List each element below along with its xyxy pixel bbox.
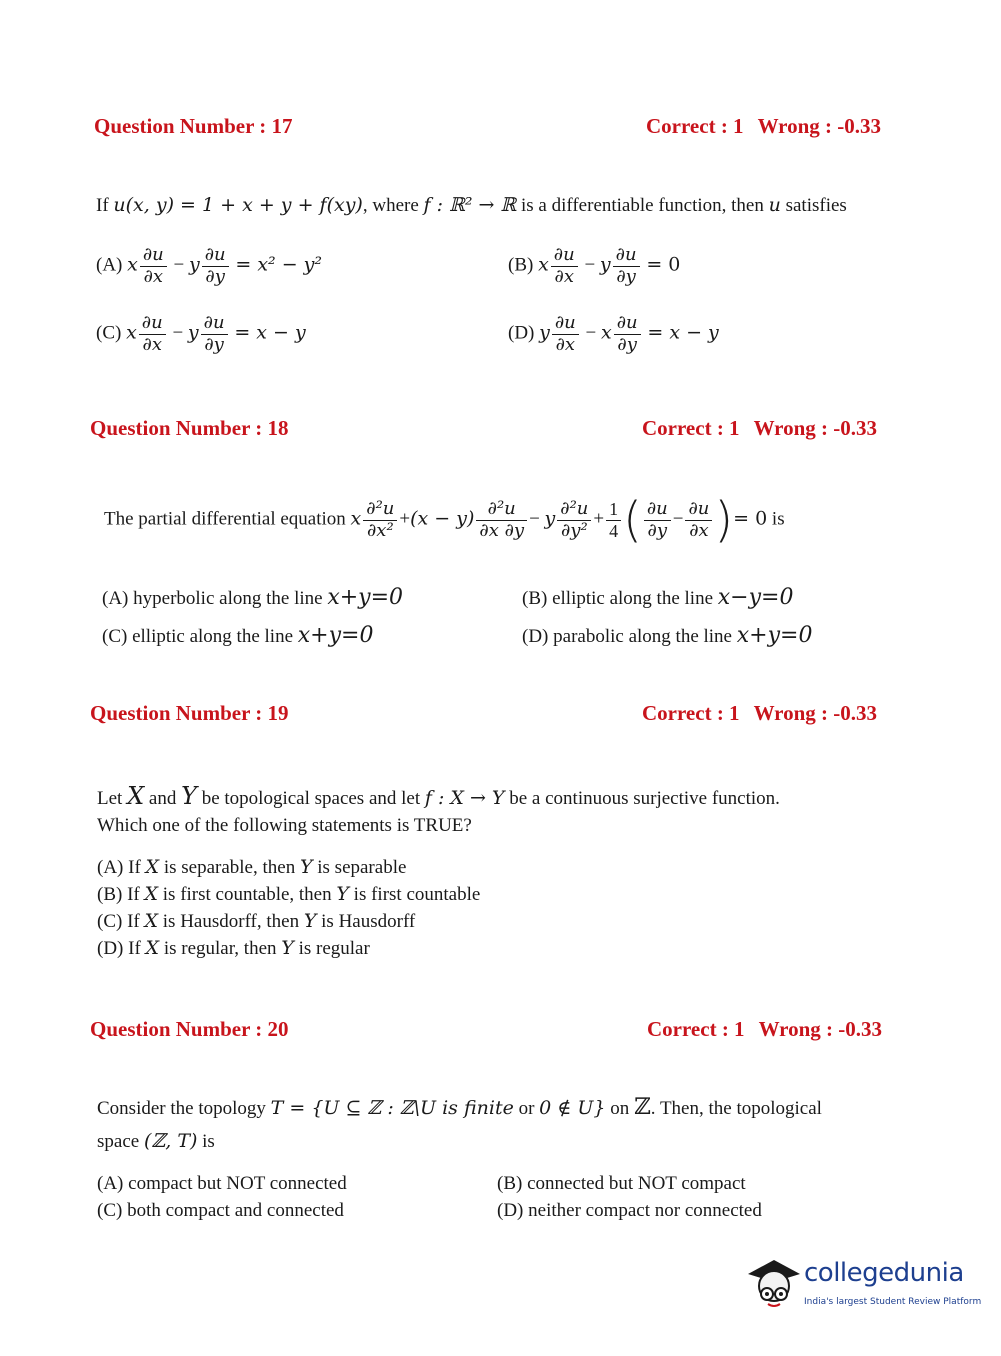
option-c[interactable]: (C) If X is Hausdorff, then Y is Hausdorff [97,910,416,932]
question-18-stem: The partial differential equation x $\frac{\text{∂²u}}{\text{∂x²}}$ +(x − y) $\frac{\text{∂²u}}{\partial x \partial y}$ − y $\frac{\text{∂²u}}{\text{∂y²}}$ + $\frac{1}{4}$ ( $\frac{\partial u}{\partial y}$ − $\frac{\partial u}{\partial x}$ )= 0 is [104,492,785,548]
logo-tagline: India's largest Student Review Platform [804,1297,982,1307]
correct-marks: Correct : 1 [647,1017,745,1041]
marking-scheme [646,114,881,139]
wrong-marks: Wrong : -0.33 [753,701,878,725]
option-d[interactable]: (D) neither compact nor connected [497,1200,762,1221]
option-b[interactable]: (B) If X is first countable, then Y is first countable [97,883,481,905]
option-c[interactable]: (C) x $\frac{\partial u}{\partial x}$ − y $\frac{\partial u}{\partial y}$ = x − y [96,312,306,355]
option-b[interactable]: (B) elliptic along the line x−y=0 [522,585,794,610]
marking-scheme [647,1017,882,1042]
question-number: Question Number : 17 [94,114,293,138]
logo-wordmark: collegedunia [804,1258,964,1288]
option-d[interactable]: (D) parabolic along the line x+y=0 [522,623,813,648]
option-d[interactable]: (D) If X is regular, then Y is regular [97,937,370,959]
marking-scheme [642,416,877,441]
correct-marks: Correct : 1 [642,416,740,440]
question-19-header [0,701,1001,731]
question-17-header [0,114,1001,144]
question-number: Question Number : 20 [90,1017,289,1041]
option-c[interactable]: (C) both compact and connected [97,1200,344,1221]
question-18-header [0,416,1001,446]
question-17-stem: If u(x, y) = 1 + x + y + f(xy), where f : ℝ² → ℝ is a differentiable function, then u satisfies [96,194,847,216]
option-d[interactable]: (D) y $\frac{\partial u}{\partial x}$ − x $\frac{\partial u}{\partial y}$ = x − y [508,312,719,355]
question-20-stem-line2: space (ℤ, T) is [97,1130,215,1152]
option-a[interactable]: (A) x $\frac{\partial u}{\partial x}$ − y $\frac{\partial u}{\partial y}$ = x² − y² [96,244,323,287]
question-20-header [0,1017,1001,1047]
marking-scheme [642,701,877,726]
wrong-marks: Wrong : -0.33 [757,114,882,138]
mascot-icon [744,1252,804,1312]
question-number: Question Number : 18 [90,416,289,440]
option-a[interactable]: (A) If X is separable, then Y is separable [97,856,407,878]
correct-marks: Correct : 1 [646,114,744,138]
collegedunia-logo[interactable] [744,1252,982,1322]
question-19-stem-line1: Let X and Y be topological spaces and let f : X → Y be a continuous surjective function. [97,782,780,810]
wrong-marks: Wrong : -0.33 [758,1017,883,1041]
option-a[interactable]: (A) hyperbolic along the line x+y=0 [102,585,404,610]
option-b[interactable]: (B) x $\frac{\partial u}{\partial x}$ − y $\frac{\partial u}{\partial y}$ = 0 [508,244,681,287]
option-b[interactable]: (B) connected but NOT compact [497,1173,746,1194]
option-a[interactable]: (A) compact but NOT connected [97,1173,347,1194]
question-number: Question Number : 19 [90,701,289,725]
wrong-marks: Wrong : -0.33 [753,416,878,440]
correct-marks: Correct : 1 [642,701,740,725]
question-19-stem-line2: Which one of the following statements is TRUE? [97,815,472,836]
question-20-stem-line1: Consider the topology T = {U ⊆ ℤ : ℤ\U is finite or 0 ∉ U} on ℤ. Then, the topological [97,1094,822,1120]
option-c[interactable]: (C) elliptic along the line x+y=0 [102,623,374,648]
